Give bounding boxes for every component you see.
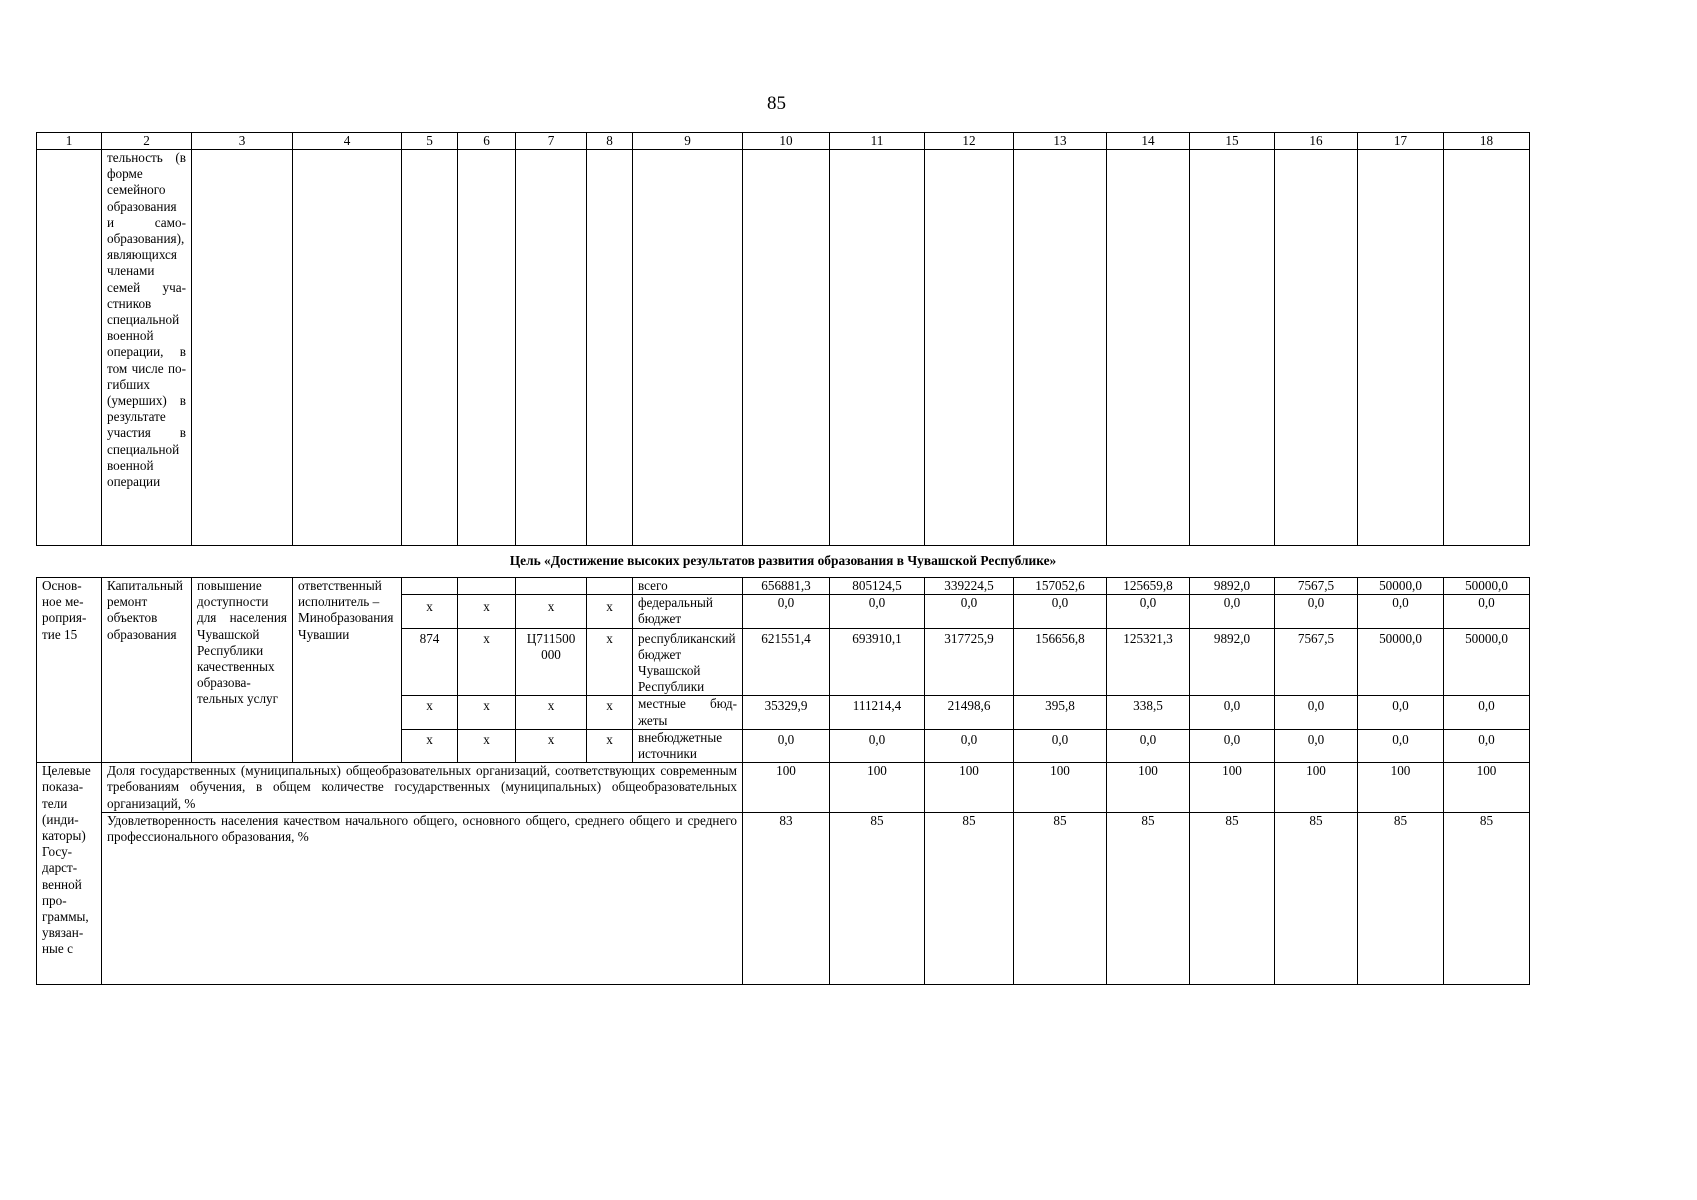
indicator-value: 100	[1275, 763, 1358, 813]
funding-value: 50000,0	[1444, 578, 1530, 595]
budget-code-cell: x	[587, 595, 633, 628]
column-number: 2	[102, 133, 192, 150]
funding-value: 21498,6	[925, 696, 1014, 729]
funding-value: 693910,1	[830, 628, 925, 696]
empty-cell	[830, 150, 925, 546]
budget-code-cell: 874	[402, 628, 458, 696]
funding-value: 0,0	[1107, 595, 1190, 628]
column-number: 13	[1014, 133, 1107, 150]
funding-value: 9892,0	[1190, 578, 1275, 595]
funding-value: 157052,6	[1014, 578, 1107, 595]
empty-cell	[743, 150, 830, 546]
funding-value: 125321,3	[1107, 628, 1190, 696]
indicator-row	[37, 763, 1530, 813]
budget-table	[36, 132, 1530, 985]
budget-code-cell: x	[458, 729, 516, 762]
column-number: 12	[925, 133, 1014, 150]
funding-value: 0,0	[743, 729, 830, 762]
empty-cell	[1358, 150, 1444, 546]
funding-value: 317725,9	[925, 628, 1014, 696]
budget-code-cell	[458, 578, 516, 595]
indicator-value: 100	[1107, 763, 1190, 813]
indicator-value: 83	[743, 812, 830, 984]
column-number: 15	[1190, 133, 1275, 150]
indicator-value: 85	[830, 812, 925, 984]
goal-title: Цель «Достижение высоких результатов развития образования в Чувашской Республике»	[37, 546, 1530, 578]
indicator-value: 85	[925, 812, 1014, 984]
funding-source: республиканский бюджет Чувашской Республики	[633, 628, 743, 696]
indicator-row	[37, 812, 1530, 984]
indicator-text: Удовлетворенность населения качеством начального общего, основного общего, среднего общего и среднего профессионального образования, %	[102, 812, 743, 984]
empty-cell	[1275, 150, 1358, 546]
funding-value: 0,0	[1190, 696, 1275, 729]
column-number: 14	[1107, 133, 1190, 150]
column-number: 1	[37, 133, 102, 150]
column-number: 11	[830, 133, 925, 150]
funding-value: 0,0	[1358, 729, 1444, 762]
funding-value: 0,0	[1444, 595, 1530, 628]
empty-cell	[1444, 150, 1530, 546]
continuation-row	[37, 150, 1530, 546]
funding-value: 0,0	[1275, 595, 1358, 628]
empty-cell	[293, 150, 402, 546]
column-number: 5	[402, 133, 458, 150]
empty-cell	[1107, 150, 1190, 546]
budget-code-cell: x	[458, 595, 516, 628]
indicator-value: 85	[1014, 812, 1107, 984]
budget-code-cell: x	[587, 628, 633, 696]
column-number: 6	[458, 133, 516, 150]
funding-value: 0,0	[1275, 696, 1358, 729]
budget-code-cell: x	[587, 729, 633, 762]
empty-cell	[1014, 150, 1107, 546]
budget-code-cell	[402, 578, 458, 595]
event-executor: ответственный исполнитель – Минобразования Чувашии	[293, 578, 402, 763]
funding-value: 0,0	[1358, 696, 1444, 729]
budget-code-cell: x	[402, 696, 458, 729]
indicator-value: 85	[1107, 812, 1190, 984]
column-number: 7	[516, 133, 587, 150]
empty-cell	[192, 150, 293, 546]
indicator-value: 100	[830, 763, 925, 813]
budget-code-cell: x	[402, 729, 458, 762]
column-number: 18	[1444, 133, 1530, 150]
funding-value: 656881,3	[743, 578, 830, 595]
funding-value: 9892,0	[1190, 628, 1275, 696]
empty-cell	[37, 150, 102, 546]
funding-value: 0,0	[1444, 696, 1530, 729]
empty-cell	[587, 150, 633, 546]
budget-code-cell: x	[458, 696, 516, 729]
funding-value: 0,0	[830, 729, 925, 762]
empty-cell	[633, 150, 743, 546]
budget-code-cell: x	[516, 729, 587, 762]
funding-value: 0,0	[925, 729, 1014, 762]
funding-value: 621551,4	[743, 628, 830, 696]
budget-code-cell: x	[458, 628, 516, 696]
funding-value: 0,0	[925, 595, 1014, 628]
funding-source: местные бюджеты	[633, 696, 743, 729]
funding-value: 339224,5	[925, 578, 1014, 595]
funding-source: внебюджетные источники	[633, 729, 743, 762]
page-number: 85	[767, 93, 786, 114]
budget-code-cell: x	[516, 595, 587, 628]
indicators-label: Целевые показатели (индикаторы) Государственной программы, увязанные с	[37, 763, 102, 985]
funding-value: 50000,0	[1358, 578, 1444, 595]
funding-value: 35329,9	[743, 696, 830, 729]
column-number: 4	[293, 133, 402, 150]
continuation-text: тельность (в форме семейного образования и самообразования), являющихся членами семей участников специальной военной операции, в том числе погибших (умерших) в результате участия в специальной военной операции	[102, 150, 192, 546]
empty-cell	[402, 150, 458, 546]
budget-code-cell: x	[587, 696, 633, 729]
funding-value: 7567,5	[1275, 578, 1358, 595]
budget-code-cell: x	[402, 595, 458, 628]
indicator-value: 100	[743, 763, 830, 813]
funding-value: 0,0	[1444, 729, 1530, 762]
indicator-value: 100	[1190, 763, 1275, 813]
funding-value: 805124,5	[830, 578, 925, 595]
indicator-text: Доля государственных (муниципальных) общеобразовательных организаций, соответствующих современным требованиям обучения, в общем количестве государственных (муниципальных) общеобразовательных организаций, %	[102, 763, 743, 813]
column-number: 8	[587, 133, 633, 150]
empty-cell	[1190, 150, 1275, 546]
goal-row	[37, 546, 1530, 578]
funding-value: 0,0	[1107, 729, 1190, 762]
empty-cell	[925, 150, 1014, 546]
funding-value: 111214,4	[830, 696, 925, 729]
indicator-value: 100	[925, 763, 1014, 813]
funding-value: 50000,0	[1358, 628, 1444, 696]
column-number: 3	[192, 133, 293, 150]
funding-source: всего	[633, 578, 743, 595]
funding-value: 0,0	[1014, 729, 1107, 762]
indicator-value: 100	[1014, 763, 1107, 813]
column-number: 17	[1358, 133, 1444, 150]
funding-value: 50000,0	[1444, 628, 1530, 696]
funding-value: 156656,8	[1014, 628, 1107, 696]
event-name: Основное мероприятие 15	[37, 578, 102, 763]
budget-code-cell	[587, 578, 633, 595]
funding-value: 0,0	[1190, 595, 1275, 628]
funding-value: 338,5	[1107, 696, 1190, 729]
budget-code-cell: Ц711500 000	[516, 628, 587, 696]
funding-value: 0,0	[743, 595, 830, 628]
funding-value: 395,8	[1014, 696, 1107, 729]
empty-cell	[458, 150, 516, 546]
funding-row	[37, 578, 1530, 595]
indicator-value: 100	[1358, 763, 1444, 813]
event-title: Капитальный ремонт объектов образования	[102, 578, 192, 763]
budget-code-cell: x	[516, 696, 587, 729]
budget-code-cell	[516, 578, 587, 595]
indicator-value: 85	[1444, 812, 1530, 984]
column-number: 9	[633, 133, 743, 150]
indicator-value: 85	[1190, 812, 1275, 984]
column-number-row	[37, 133, 1530, 150]
funding-value: 0,0	[830, 595, 925, 628]
funding-value: 0,0	[1358, 595, 1444, 628]
funding-value: 7567,5	[1275, 628, 1358, 696]
indicator-value: 85	[1275, 812, 1358, 984]
funding-value: 0,0	[1190, 729, 1275, 762]
funding-value: 0,0	[1275, 729, 1358, 762]
funding-source: федеральный бюджет	[633, 595, 743, 628]
column-number: 10	[743, 133, 830, 150]
indicator-value: 100	[1444, 763, 1530, 813]
indicator-value: 85	[1358, 812, 1444, 984]
funding-value: 0,0	[1014, 595, 1107, 628]
funding-value: 125659,8	[1107, 578, 1190, 595]
event-task: повышение доступности для населения Чувашской Республики качественных образовательных услуг	[192, 578, 293, 763]
column-number: 16	[1275, 133, 1358, 150]
empty-cell	[516, 150, 587, 546]
